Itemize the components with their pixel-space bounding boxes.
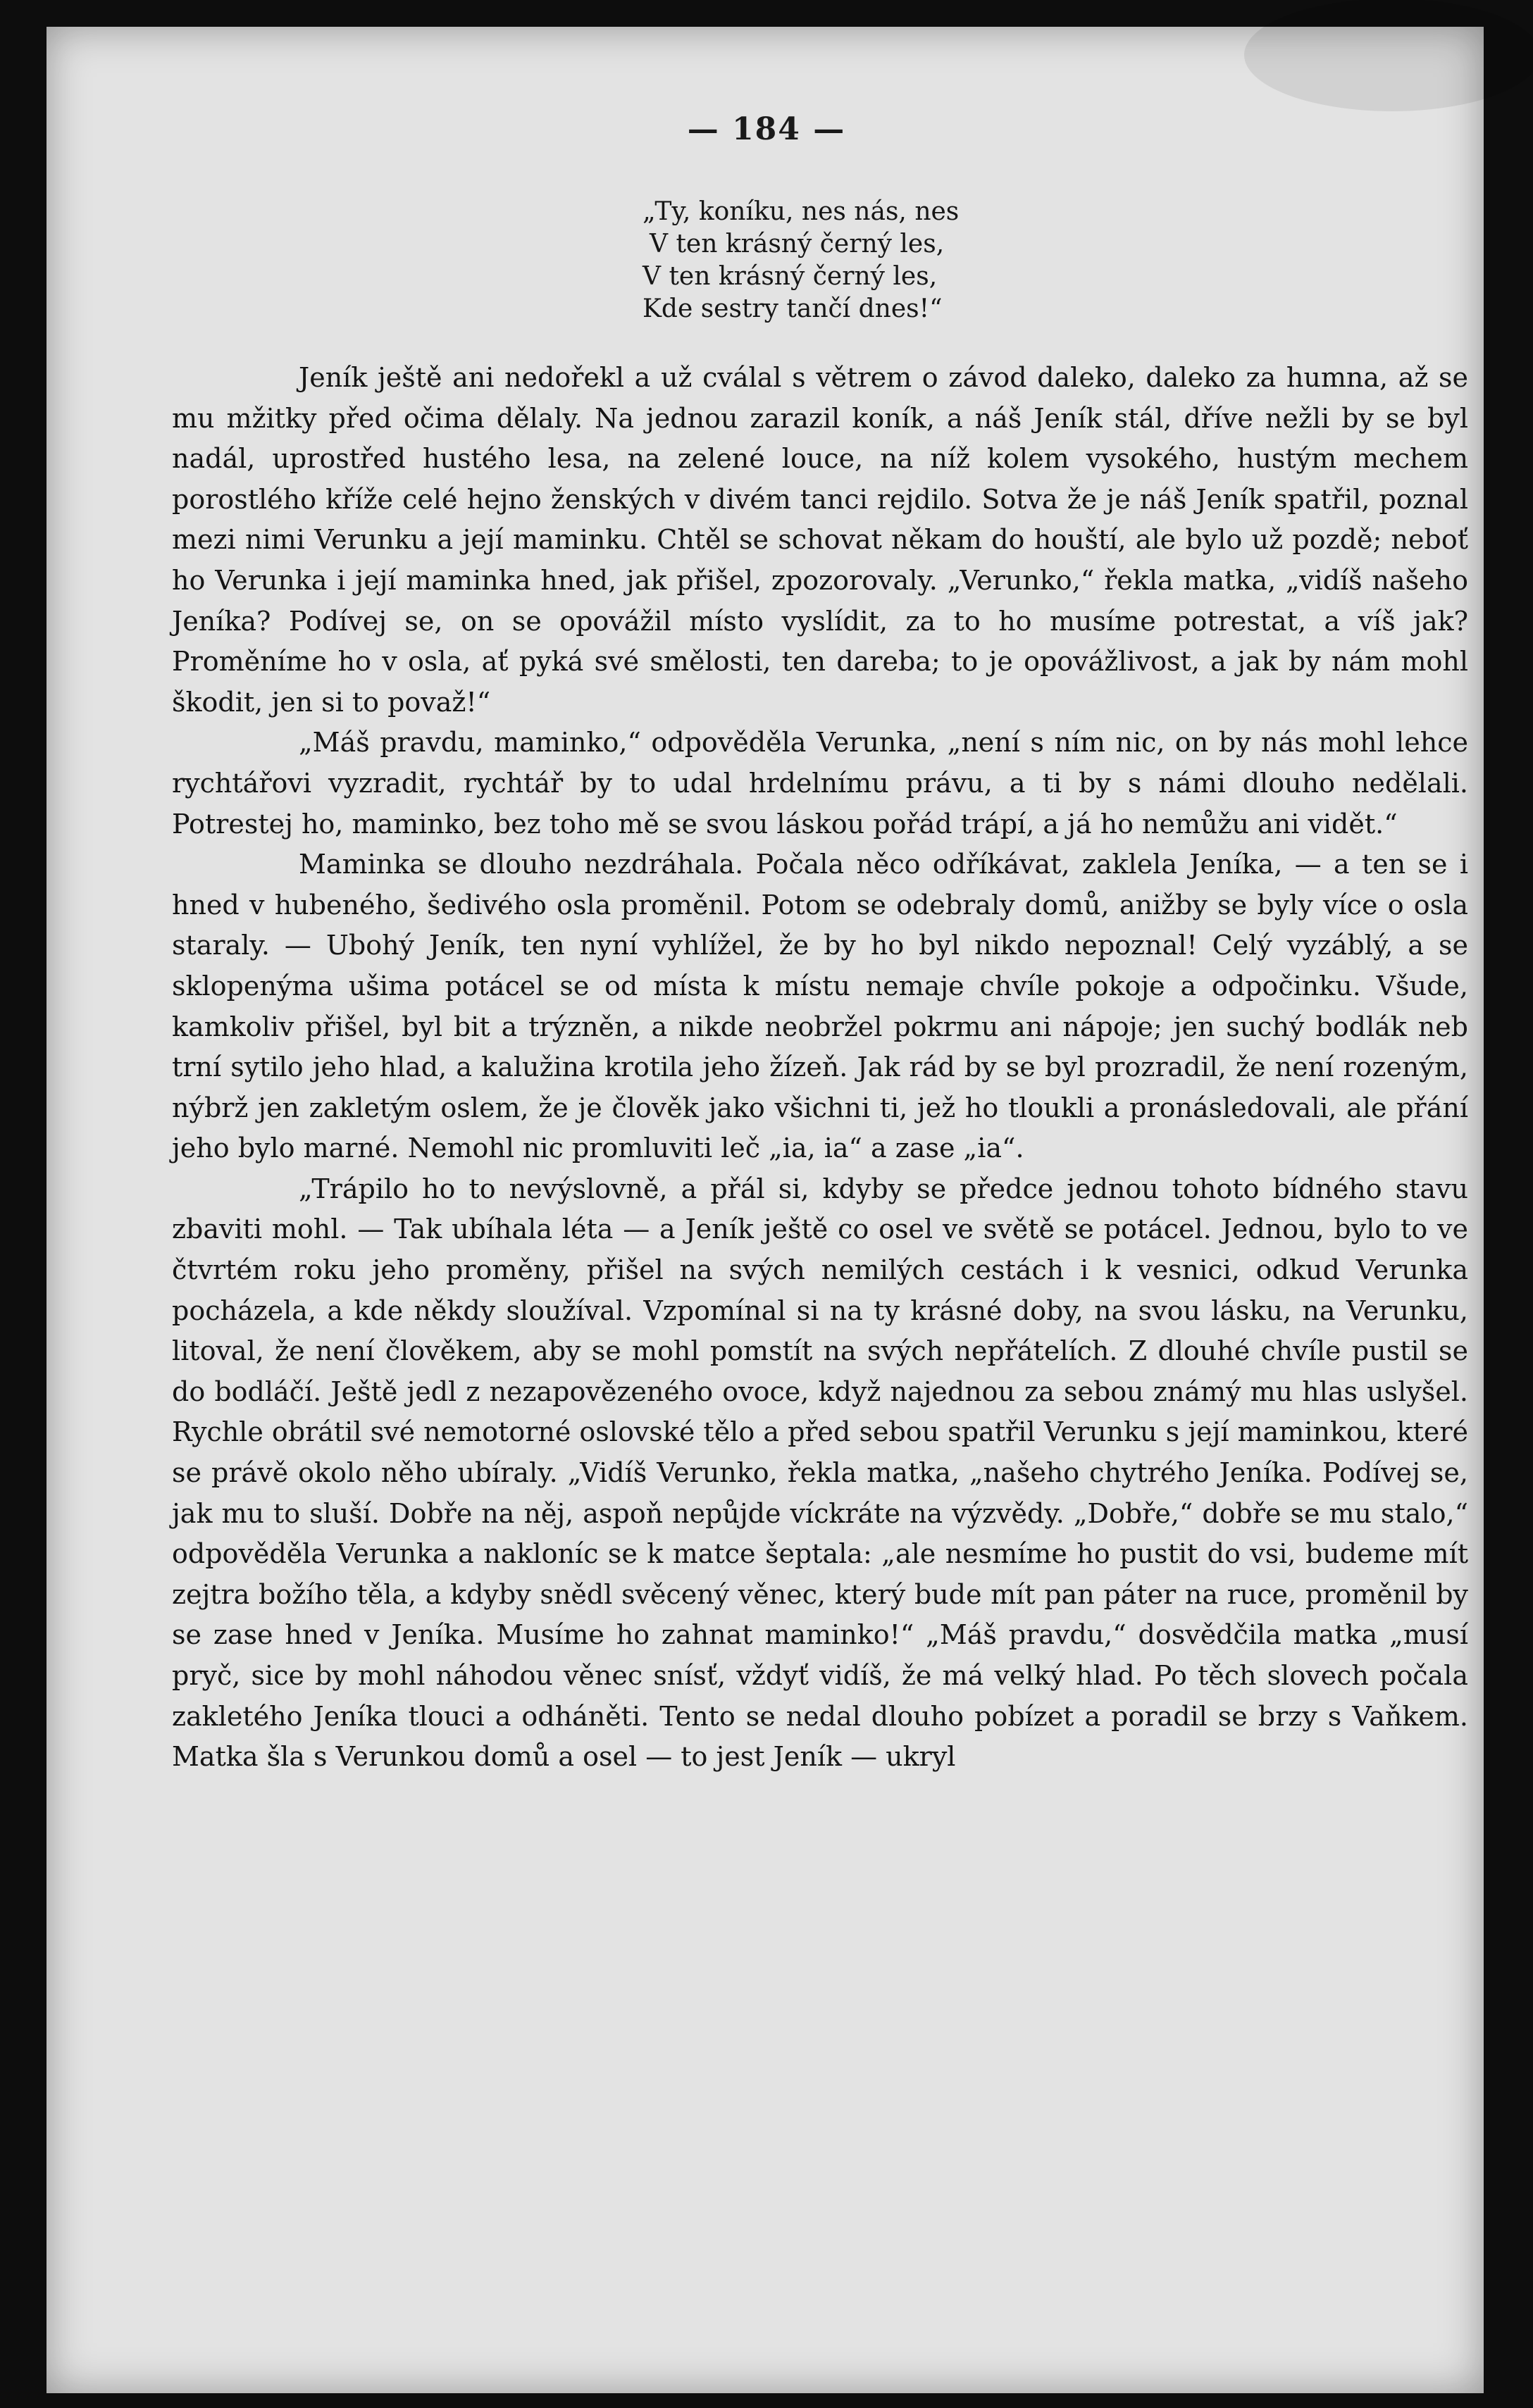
scan-shadow [1244,0,1533,111]
page-number: — 184 — [687,111,846,147]
paragraph: „Máš pravdu, maminko,“ odpověděla Verunka, „není s ním nic, on by nás mohl lehce rychtářovi vyzradit, rychtář by to udal hrdelnímu právu, a ti by s námi dlouho nedělali. Potrestej ho, maminko, bez toho mě se svou láskou pořád trápí, a já ho nemůžu ani vidět.“ [172,727,1468,840]
poem-line: V ten krásný černý les, [650,230,945,258]
body-text [172,358,1468,1778]
paragraph: Jeník ještě ani nedořekl a už cválal s větrem o závod daleko, daleko za humna, až se mu mžitky před očima dělaly. Na jednou zarazil koník, a náš Jeník stál, dříve nežli by se byl nadál, uprostřed hustého lesa, na zelené louce, na níž kolem vysokého, hustým mechem porostlého kříže celé hejno ženských v divém tanci rejdilo. Sotva že je náš Jeník spatřil, poznal mezi nimi Verunku a její maminku. Chtěl se schovat někam do houští, ale bylo už pozdě; neboť ho Verunka i její maminka hned, jak přišel, zpozorovaly. „Verunko,“ řekla matka, „vidíš našeho Jeníka? Podívej se, on se opovážil místo vyslídit, za to ho musíme potrestat, a víš jak? Proměníme ho v osla, ať pyká své smělosti, ten dareba; to je opovážlivost, a jak by nám mohl škodit, jen si to považ!“ [172,362,1468,718]
poem-verse [643,196,959,325]
paragraph: „Trápilo ho to nevýslovně, a přál si, kdyby se předce jednou tohoto bídného stavu zbaviti mohl. — Tak ubíhala léta — a Jeník ještě co osel ve světě se potácel. Jednou, bylo to ve čtvrtém roku jeho proměny, přišel na svých nemilých cestách i k vesnici, odkud Verunka pocházela, a kde někdy sloužíval. Vzpomínal si na ty krásné doby, na svou lásku, na Verunku, litoval, že není člověkem, aby se mohl pomstít na svých nepřátelích. Z dlouhé chvíle pustil se do bodláčí. Ještě jedl z nezapovězeného ovoce, když najednou za sebou známý mu hlas uslyšel. Rychle obrátil své nemotorné oslovské tělo a před sebou spatřil Verunku s její maminkou, které se právě okolo něho ubíraly. „Vidíš Verunko, řekla matka, „našeho chytrého Jeníka. Podívej se, jak mu to sluší. Dobře na něj, aspoň nepůjde víckráte na výzvědy. „Dobře,“ dobře se mu stalo,“ odpověděla Verunka a nakloníc se k matce šeptala: „ale nesmíme ho pustit do vsi, budeme mít zejtra božího těla, a kdyby snědl svěcený věnec, který bude mít pan páter na ruce, proměnil by se zase hned v Jeníka. Musíme ho zahnat maminko!“ „Máš pravdu,“ dosvědčila matka „musí pryč, sice by mohl náhodou věnec snísť, vždyť vidíš, že má velký hlad. Po těch slovech počala zakletého Jeníka tlouci a odháněti. Tento se nedal dlouho pobízet a poradil se brzy s Vaňkem. Matka šla s Verunkou domů a osel — to jest Jeník — ukryl [172,1173,1468,1773]
poem-line: V ten krásný černý les, [643,262,938,291]
poem-line: „Ty, koníku, nes nás, nes [643,197,960,226]
poem-line: Kde sestry tančí dnes!“ [643,294,943,323]
paragraph: Maminka se dlouho nezdráhala. Počala něco odříkávat, zaklela Jeníka, — a ten se i hned v hubeného, šedivého osla proměnil. Potom se odebraly domů, anižby se byly více o osla staraly. — Ubohý Jeník, ten nyní vyhlížel, že by ho byl nikdo nepoznal! Celý vyzáblý, a se sklopenýma ušima potácel se od místa k místu nemaje chvíle pokoje a odpočinku. Všude, kamkoliv přišel, byl bit a trýzněn, a nikde neobržel pokrmu ani nápoje; jen suchý bodlák neb trní sytilo jeho hlad, a kalužina krotila jeho žízeň. Jak rád by se byl prozradil, že není rozeným, nýbrž jen zakletým oslem, že je člověk jako všichni ti, jež ho tloukli a pronásledovali, ale přání jeho bylo marné. Nemohl nic promluviti leč „ia, ia“ a zase „ia“. [172,849,1468,1164]
